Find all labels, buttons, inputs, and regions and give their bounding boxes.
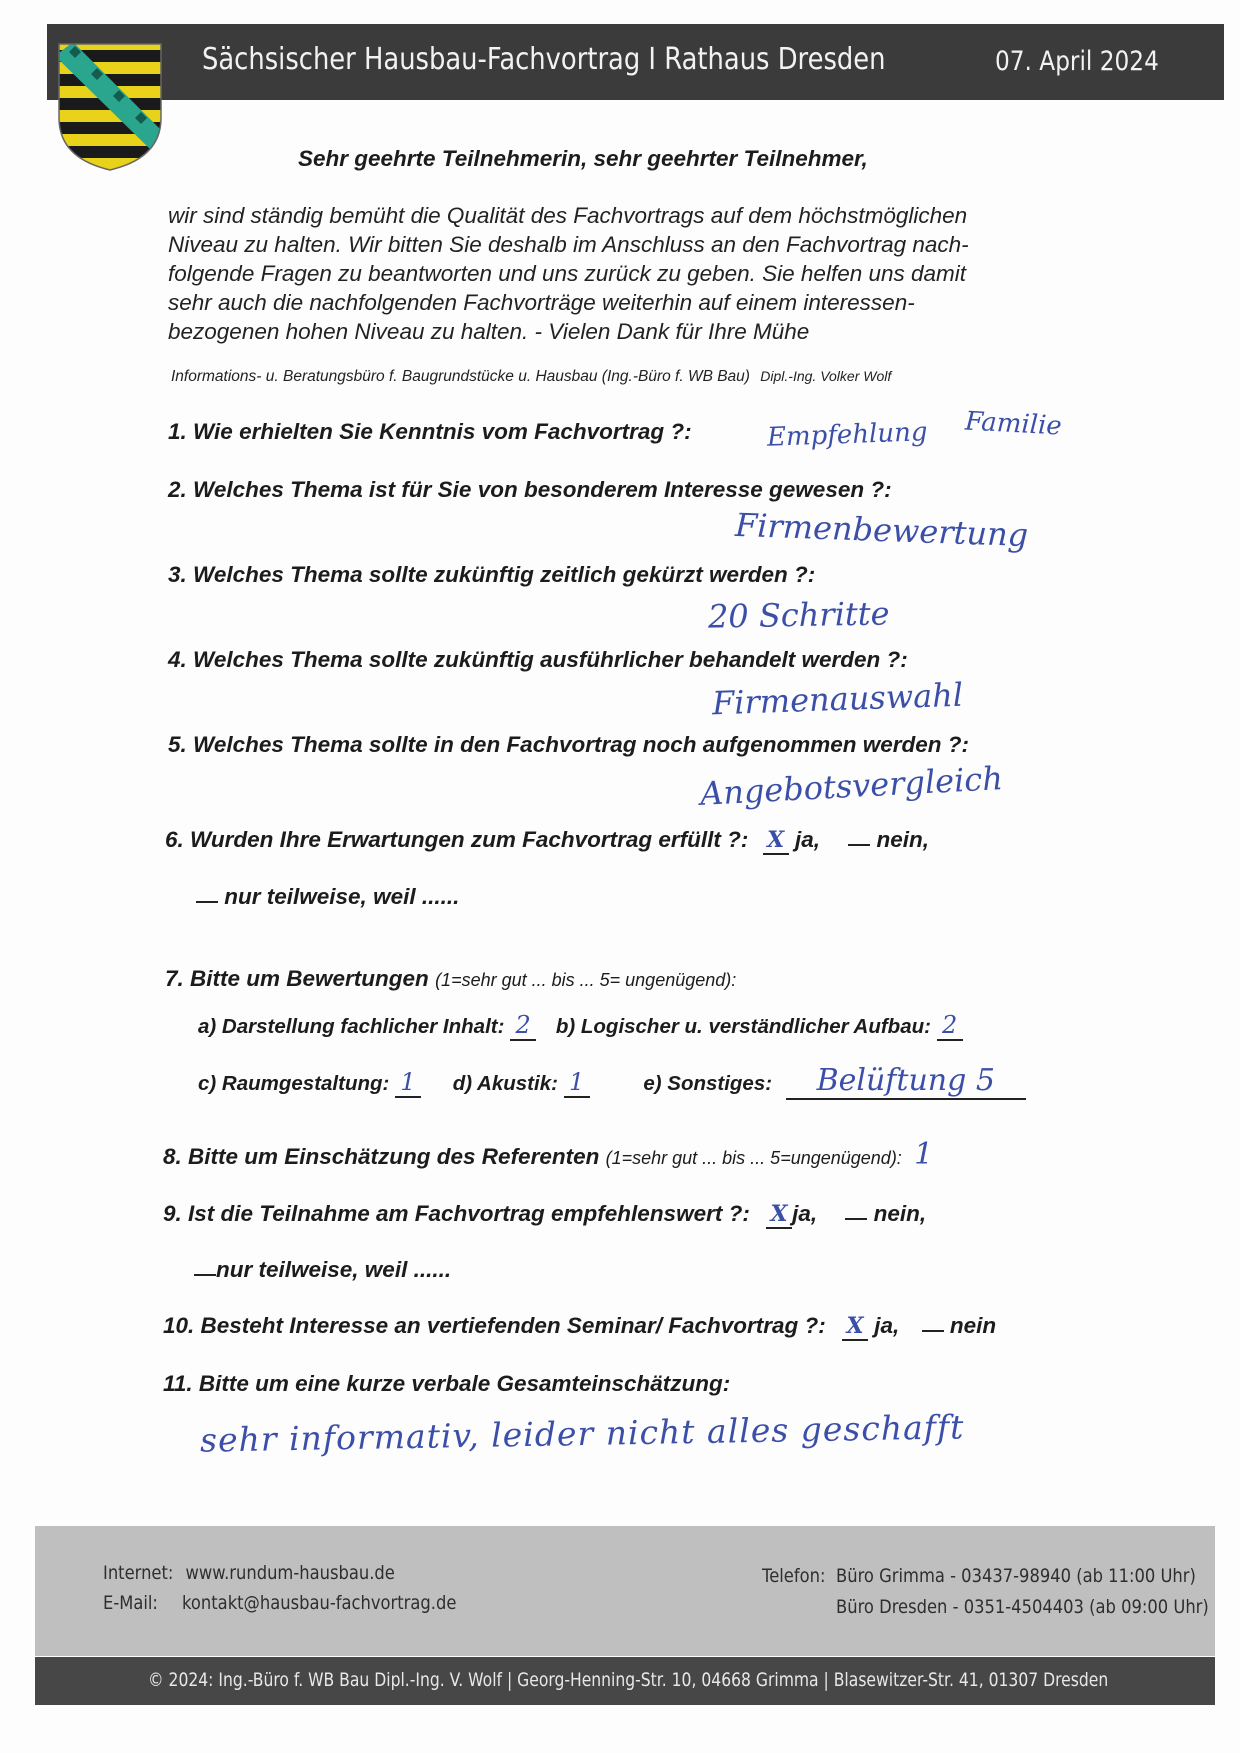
answer-2: Firmenbewertung xyxy=(734,505,1029,555)
internet-label: Internet: xyxy=(103,1562,174,1584)
greeting: Sehr geehrte Teilnehmerin, sehr geehrter Teilnehmer, xyxy=(298,146,868,171)
q8-value[interactable]: 1 xyxy=(914,1137,934,1172)
q9-partial xyxy=(194,1257,451,1283)
footer-phone-label: Telefon: xyxy=(762,1565,826,1587)
q6-no-label: nein, xyxy=(876,827,930,852)
q10-yes-label: ja, xyxy=(874,1313,900,1338)
q6-partial xyxy=(196,884,459,910)
event-date: 07. April 2024 xyxy=(995,46,1159,77)
q7c-value[interactable]: 1 xyxy=(395,1068,421,1098)
question-9 xyxy=(163,1201,926,1229)
intro-line-1: wir sind ständig bemüht die Qualität des Fachvortrags auf dem höchstmöglichen xyxy=(168,203,968,228)
q10-no-label: nein xyxy=(949,1313,997,1338)
q7-scale: (1=sehr gut ... bis ... 5= ungenügend): xyxy=(435,970,737,990)
q6-partial-label: nur teilweise, weil ...... xyxy=(224,884,460,909)
question-9-text: 9. Ist die Teilnahme am Fachvortrag empfehlenswert ?: xyxy=(163,1201,750,1226)
answer-4: Firmenauswahl xyxy=(711,675,964,723)
q7c-label: c) Raumgestaltung: xyxy=(198,1072,390,1095)
question-4: 4. Welches Thema sollte zukünftig ausführlicher behandelt werden ?: xyxy=(168,647,908,672)
footer-email xyxy=(103,1592,456,1614)
q8-scale: (1=sehr gut ... bis ... 5=ungenügend): xyxy=(605,1148,902,1168)
office-info xyxy=(171,368,891,386)
question-5: 5. Welches Thema sollte in den Fachvortrag noch aufgenommen werden ?: xyxy=(168,732,969,757)
answer-5: Angebotsvergleich xyxy=(699,759,1004,813)
q7-row-2 xyxy=(198,1063,1026,1100)
q7e-value[interactable]: Belüftung 5 xyxy=(786,1063,1026,1100)
footer-copyright: © 2024: Ing.-Büro f. WB Bau Dipl.-Ing. V. Wolf | Georg-Henning-Str. 10, 04668 Grimma | Blasewitzer-Str. 41, 01307 Dresden xyxy=(148,1669,1109,1691)
question-7-text: 7. Bitte um Bewertungen xyxy=(165,966,429,991)
footer-contact-band xyxy=(35,1526,1215,1656)
q7e-label: e) Sonstiges: xyxy=(643,1072,773,1095)
q7b-label: b) Logischer u. verständlicher Aufbau: xyxy=(555,1015,931,1038)
q7d-value[interactable]: 1 xyxy=(564,1068,590,1098)
intro-line-3: folgende Fragen zu beantworten und uns zurück zu geben. Sie helfen uns damit xyxy=(168,261,967,286)
q6-yes-label: ja, xyxy=(794,827,820,852)
question-7 xyxy=(165,966,736,992)
office-name: Informations- u. Beratungsbüro f. Baugrundstücke u. Hausbau (Ing.-Büro f. WB Bau) xyxy=(171,368,750,385)
q9-yes-label: ja, xyxy=(792,1201,818,1226)
question-2: 2. Welches Thema ist für Sie von besonderem Interesse gewesen ?: xyxy=(168,477,892,502)
q9-partial-label: nur teilweise, weil ...... xyxy=(216,1257,452,1282)
intro-line-5: bezogenen hohen Niveau zu halten. - Vielen Dank für Ihre Mühe xyxy=(168,319,810,344)
answer-1a: Empfehlung xyxy=(766,417,928,453)
question-10 xyxy=(163,1313,996,1341)
internet-link[interactable]: www.rundum-hausbau.de xyxy=(185,1562,395,1584)
footer-phone-1: Büro Grimma - 03437-98940 (ab 11:00 Uhr) xyxy=(836,1565,1196,1587)
intro-line-4: sehr auch die nachfolgenden Fachvorträge weiterhin auf einem interessen- xyxy=(168,290,915,315)
q9-yes-mark[interactable]: X xyxy=(766,1201,792,1229)
q7a-label: a) Darstellung fachlicher Inhalt: xyxy=(198,1015,505,1038)
question-1: 1. Wie erhielten Sie Kenntnis vom Fachvortrag ?: xyxy=(168,419,692,444)
q6-yes-mark[interactable]: X xyxy=(763,827,789,855)
intro-line-2: Niveau zu halten. Wir bitten Sie deshalb im Anschluss an den Fachvortrag nach- xyxy=(168,232,969,257)
question-8-text: 8. Bitte um Einschätzung des Referenten xyxy=(163,1144,600,1169)
q9-partial-blank[interactable] xyxy=(194,1274,216,1276)
question-11: 11. Bitte um eine kurze verbale Gesamteinschätzung: xyxy=(163,1371,731,1396)
email-link[interactable]: kontakt@hausbau-fachvortrag.de xyxy=(182,1592,457,1614)
answer-11: sehr informativ, leider nicht alles geschafft xyxy=(199,1407,965,1460)
question-10-text: 10. Besteht Interesse an vertiefenden Seminar/ Fachvortrag ?: xyxy=(163,1313,826,1338)
answer-1b: Familie xyxy=(964,406,1063,442)
question-8 xyxy=(163,1137,933,1172)
footer-internet xyxy=(103,1562,395,1584)
email-label: E-Mail: xyxy=(103,1592,158,1614)
q9-no-label: nein, xyxy=(873,1201,927,1226)
q6-partial-blank[interactable] xyxy=(196,901,218,903)
page-title: Sächsischer Hausbau-Fachvortrag I Rathaus Dresden xyxy=(202,42,886,77)
q7d-label: d) Akustik: xyxy=(452,1072,558,1095)
answer-3: 20 Schritte xyxy=(707,594,890,636)
q9-no-blank[interactable] xyxy=(845,1218,867,1220)
question-6 xyxy=(165,827,929,855)
office-person: Dipl.-Ing. Volker Wolf xyxy=(760,368,892,384)
q7-row-1 xyxy=(198,1011,963,1041)
q6-no-blank[interactable] xyxy=(848,844,870,846)
saxony-crest-icon xyxy=(55,38,165,173)
q7a-value[interactable]: 2 xyxy=(510,1011,536,1041)
footer-phone-2: Büro Dresden - 0351-4504403 (ab 09:00 Uhr) xyxy=(836,1596,1209,1618)
question-3: 3. Welches Thema sollte zukünftig zeitlich gekürzt werden ?: xyxy=(168,562,816,587)
q10-no-blank[interactable] xyxy=(922,1330,944,1332)
q7b-value[interactable]: 2 xyxy=(937,1011,963,1041)
question-6-text: 6. Wurden Ihre Erwartungen zum Fachvortrag erfüllt ?: xyxy=(165,827,749,852)
q10-yes-mark[interactable]: X xyxy=(842,1313,868,1341)
